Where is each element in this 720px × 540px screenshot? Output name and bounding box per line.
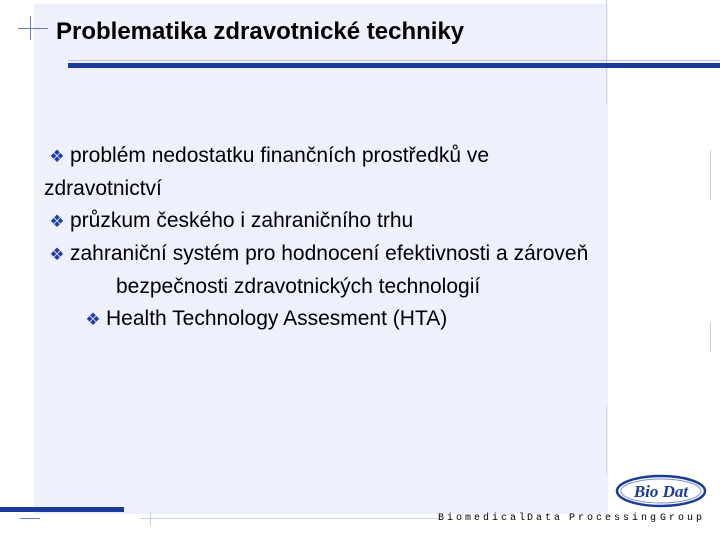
list-item [44, 238, 694, 271]
slide-title: Problematika zdravotnické techniky [56, 18, 465, 45]
bullet-text: problém nedostatku finančních prostředků ve [70, 144, 490, 167]
decor-line [606, 405, 607, 475]
decor-line [150, 512, 151, 526]
bullet-text: zdravotnictví [44, 177, 162, 200]
decor-line [18, 28, 48, 29]
footer-word: Processing [569, 513, 660, 524]
title-underline [68, 63, 720, 68]
decor-line [20, 518, 40, 519]
diamond-bullet-icon: ❖ [49, 212, 65, 231]
decor-line [606, 0, 607, 104]
decor-line [30, 16, 31, 40]
diamond-bullet-icon: ❖ [49, 245, 65, 264]
bullet-text: průzkum českého i zahraničního trhu [70, 209, 414, 232]
logo-text: Bio Dat [633, 482, 689, 501]
list-item-continuation [44, 173, 694, 205]
biodat-logo-icon [614, 473, 708, 509]
diamond-bullet-icon: ❖ [85, 310, 101, 329]
list-item-continuation [44, 271, 694, 303]
list-item [44, 140, 694, 173]
decor-line [710, 150, 711, 200]
diamond-bullet-icon: ❖ [49, 147, 65, 166]
decor-line [140, 518, 440, 519]
sub-list-item [44, 303, 694, 336]
bullet-text: bezpečnosti zdravotnických technologií [116, 275, 481, 298]
footer-word: Group [660, 513, 706, 524]
footer-word: Data [527, 513, 564, 524]
bullet-list [44, 140, 694, 336]
bullet-text: Health Technology Assesment (HTA) [106, 307, 448, 330]
list-item [44, 205, 694, 238]
title-underline-light [68, 60, 720, 61]
bullet-text: zahraniční systém pro hodnocení efektivnosti a zároveň [70, 242, 589, 265]
footer-word: Biomedical [438, 513, 529, 524]
bottom-accent-bar [0, 507, 124, 512]
decor-line [710, 322, 711, 352]
